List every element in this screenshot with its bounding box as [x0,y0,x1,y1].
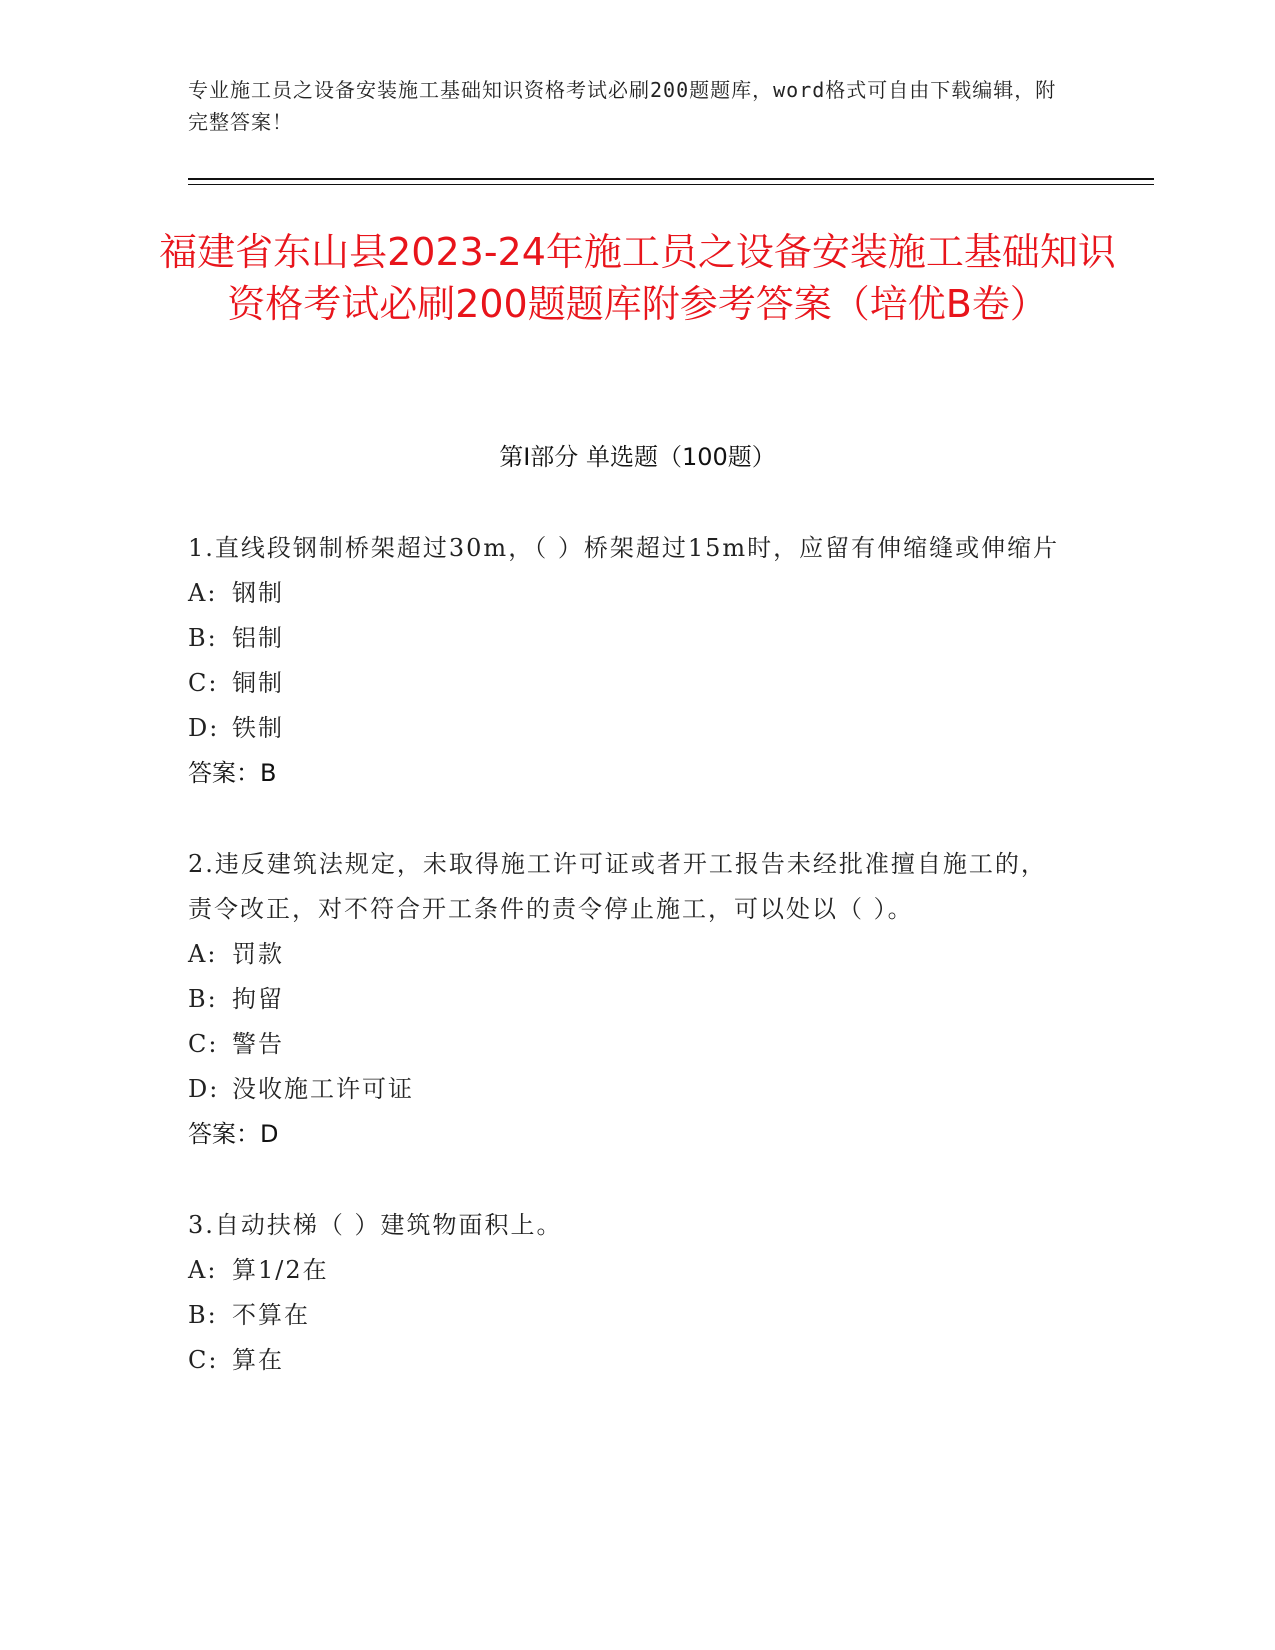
question-list [188,526,1068,1429]
option-key: D: [188,1075,220,1103]
option-b [188,977,1068,1022]
question-item [188,842,1068,1157]
option-text: 警告 [232,1030,284,1058]
option-key: A: [188,1256,218,1284]
option-text: 铁制 [232,714,284,742]
option-key: B: [188,985,218,1013]
answer-value: D [260,1120,279,1148]
option-key: C: [188,1346,219,1374]
option-text: 算在 [232,1346,284,1374]
answer-label: 答案： [188,1120,260,1148]
option-text: 算1/2在 [232,1256,329,1284]
answer-label: 答案： [188,759,260,787]
question-item [188,1203,1068,1383]
option-text: 罚款 [232,940,284,968]
option-c [188,1338,1068,1383]
question-item [188,526,1068,796]
option-text: 铝制 [232,624,284,652]
option-text: 没收施工许可证 [232,1075,414,1103]
option-c [188,1022,1068,1067]
answer-line [188,751,1068,796]
answer-value: B [260,759,277,787]
option-key: B: [188,1301,218,1329]
option-text: 铜制 [232,669,284,697]
option-a [188,932,1068,977]
question-text: 3.自动扶梯（ ）建筑物面积上。 [188,1211,563,1239]
option-text: 拘留 [232,985,284,1013]
option-b [188,616,1068,661]
option-d [188,706,1068,751]
document-title: 福建省东山县2023-24年施工员之设备安装施工基础知识资格考试必刷200题题库附参考答案（培优B卷） [159,230,1116,326]
header-note: 专业施工员之设备安装施工基础知识资格考试必刷200题题库，word格式可自由下载编辑，附完整答案！ [188,78,1057,134]
option-text: 钢制 [232,579,284,607]
option-b [188,1293,1068,1338]
header-divider-thin [188,184,1154,185]
option-a [188,571,1068,616]
option-a [188,1248,1068,1293]
option-key: C: [188,1030,219,1058]
section-title: 第I部分 单选题（100题） [499,443,776,471]
answer-line [188,1112,1068,1157]
option-key: D: [188,714,220,742]
option-c [188,661,1068,706]
option-key: A: [188,940,218,968]
option-key: C: [188,669,219,697]
question-text: 2.违反建筑法规定，未取得施工许可证或者开工报告未经批准擅自施工的，责令改正，对不符合开工条件的责令停止施工，可以处以（ ）。 [188,850,1047,923]
option-d [188,1067,1068,1112]
header-divider-thick [188,178,1154,180]
question-text: 1.直线段钢制桥架超过30m，（ ）桥架超过15m时，应留有伸缩缝或伸缩片 [188,534,1060,562]
option-text: 不算在 [232,1301,310,1329]
option-key: B: [188,624,218,652]
option-key: A: [188,579,218,607]
